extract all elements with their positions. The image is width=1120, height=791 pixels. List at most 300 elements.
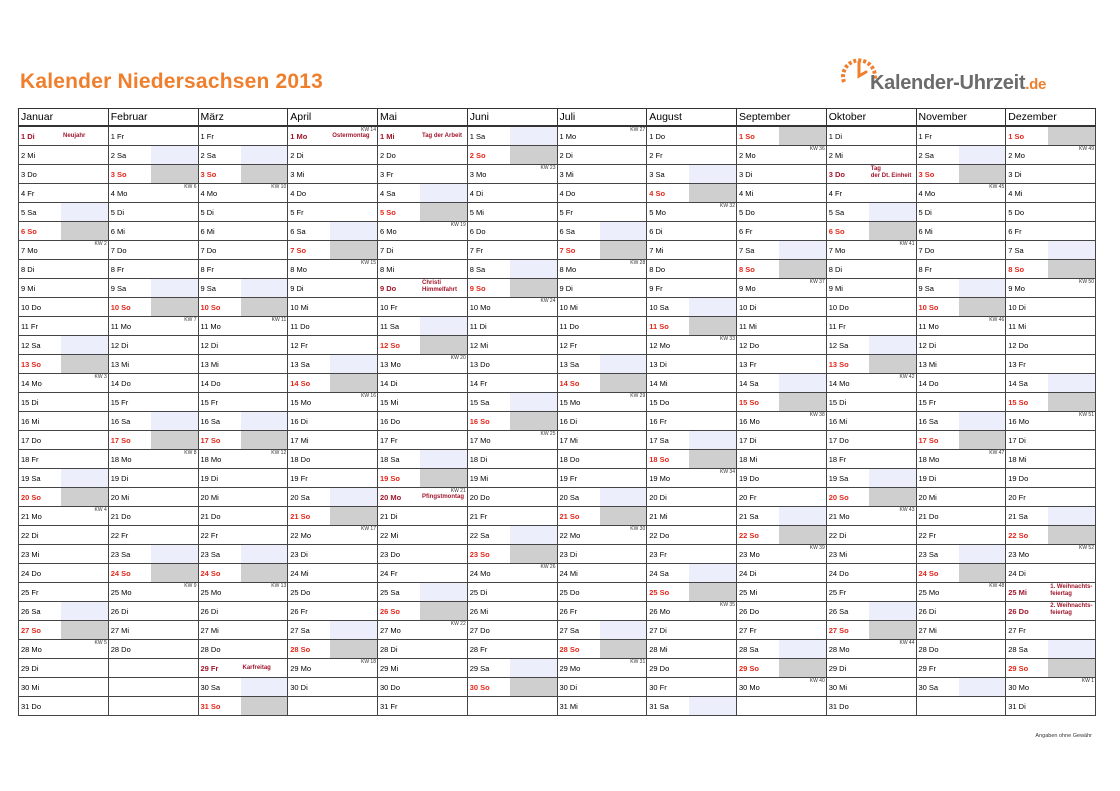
day-cell: [467, 621, 557, 640]
note-area: [510, 545, 557, 563]
note-area: [420, 602, 467, 620]
day-cell: [647, 583, 737, 602]
day-label: 31 Di: [1008, 702, 1026, 711]
day-label: 27 Mi: [110, 626, 130, 635]
day-cell: [826, 678, 916, 697]
day-cell: [19, 393, 109, 412]
week-number: KW 14: [360, 127, 376, 133]
note-area: [869, 431, 916, 449]
note-area: [151, 640, 198, 658]
day-label: 24 Mo: [469, 569, 491, 578]
holiday-name: 1. Weihnachts- feiertag: [1050, 584, 1093, 597]
day-cell: [1006, 526, 1096, 545]
note-area: [959, 526, 1006, 544]
note-area: [779, 146, 826, 164]
note-area: [600, 678, 647, 696]
note-area: [779, 241, 826, 259]
day-label: 10 So: [918, 303, 939, 312]
week-number: KW 48: [989, 583, 1005, 589]
day-cell: [647, 545, 737, 564]
note-area: [510, 127, 557, 145]
day-cell: [647, 488, 737, 507]
day-cell: [198, 469, 288, 488]
note-area: [61, 184, 108, 202]
day-row: [19, 450, 1096, 469]
note-area: [420, 203, 467, 221]
note-area: [869, 336, 916, 354]
note-area: [420, 355, 467, 373]
note-area: [779, 279, 826, 297]
day-cell: [108, 564, 198, 583]
day-cell: [108, 488, 198, 507]
month-header: März: [198, 109, 288, 127]
note-area: [330, 222, 377, 240]
day-cell: [826, 526, 916, 545]
note-area: [241, 621, 288, 639]
day-label: 27 Mi: [200, 626, 219, 635]
day-label: 19 Di: [918, 474, 937, 483]
note-area: [510, 317, 557, 335]
day-cell: [1006, 165, 1096, 184]
day-label: 6 So: [828, 227, 845, 236]
day-label: 17 So: [110, 436, 131, 445]
week-number: KW 43: [899, 507, 915, 513]
day-label: 11 Do: [559, 322, 579, 331]
day-cell: [19, 203, 109, 222]
note-area: [600, 355, 647, 373]
day-cell: [108, 526, 198, 545]
day-label: 23 Sa: [200, 550, 221, 559]
day-label: 10 Sa: [649, 303, 669, 312]
day-label: 30 Mo: [739, 683, 760, 692]
note-area: [151, 336, 198, 354]
note-area: [61, 127, 108, 145]
day-cell: [1006, 146, 1096, 165]
day-cell: [557, 260, 647, 279]
day-label: 28 Sa: [1008, 645, 1028, 654]
day-cell: [288, 126, 378, 146]
day-cell: [19, 583, 109, 602]
week-number: KW 23: [540, 165, 556, 171]
day-label: 1 Do: [649, 132, 666, 141]
note-area: [869, 412, 916, 430]
note-area: [330, 507, 377, 525]
note-area: [241, 146, 288, 164]
note-area: [779, 412, 826, 430]
day-label: 23 Mo: [739, 550, 760, 559]
holiday-name: Christi Himmelfahrt: [422, 280, 458, 293]
day-label: 31 Mi: [559, 702, 578, 711]
day-cell: [288, 602, 378, 621]
day-label: 6 Fr: [739, 227, 753, 236]
day-label: 30 Mo: [1008, 683, 1030, 692]
day-label: 3 Do: [21, 170, 37, 179]
day-cell: [826, 184, 916, 203]
day-label: 5 Do: [1008, 208, 1025, 217]
week-number: KW 29: [630, 393, 646, 399]
week-number: KW 9: [184, 583, 197, 589]
day-cell: [557, 469, 647, 488]
day-label: 22 So: [1008, 531, 1029, 540]
week-number: KW 38: [809, 412, 825, 418]
note-area: [61, 260, 108, 278]
day-cell: [108, 583, 198, 602]
day-label: 5 Do: [739, 208, 755, 217]
day-cell: [108, 469, 198, 488]
day-cell: [647, 184, 737, 203]
day-label: 28 Di: [380, 645, 398, 654]
day-label: 16 Di: [290, 417, 308, 426]
day-label: 21 Do: [200, 512, 221, 521]
note-area: [600, 374, 647, 392]
day-label: 22 Mi: [380, 531, 399, 540]
day-label: 6 Sa: [559, 227, 575, 236]
note-area: [689, 222, 736, 240]
day-label: 16 Mi: [21, 417, 40, 426]
note-area: [869, 602, 916, 620]
note-area: [600, 545, 647, 563]
day-cell: [826, 146, 916, 165]
day-label: 10 Mi: [559, 303, 578, 312]
note-area: [869, 203, 916, 221]
day-cell: [108, 431, 198, 450]
note-area: [241, 583, 288, 601]
day-cell: [378, 678, 468, 697]
day-cell: [647, 336, 737, 355]
note-area: [241, 336, 288, 354]
day-label: 16 Fr: [649, 417, 667, 426]
day-label: 24 Do: [21, 569, 42, 578]
day-cell: [108, 602, 198, 621]
day-label: 19 Mi: [469, 474, 489, 483]
day-cell: [737, 241, 827, 260]
day-label: 4 Sa: [380, 189, 396, 198]
day-cell: [1006, 336, 1096, 355]
day-row: [19, 374, 1096, 393]
note-area: [959, 545, 1006, 563]
note-area: [600, 146, 647, 164]
week-number: KW 22: [450, 621, 466, 627]
day-label: 9 Sa: [918, 284, 934, 293]
note-area: [1048, 621, 1095, 639]
day-row: [19, 564, 1096, 583]
day-label: 8 Fr: [110, 265, 125, 274]
note-area: [689, 279, 736, 297]
note-area: [600, 488, 647, 506]
day-label: 12 Fr: [559, 341, 578, 350]
note-area: [869, 355, 916, 373]
day-row: [19, 165, 1096, 184]
note-area: [689, 450, 736, 468]
note-area: [510, 374, 557, 392]
day-row: [19, 222, 1096, 241]
day-label: 25 So: [649, 588, 670, 597]
note-area: [330, 640, 377, 658]
note-area: [61, 336, 108, 354]
day-cell: [198, 412, 288, 431]
day-cell: [108, 126, 198, 146]
day-label: 14 Do: [200, 379, 221, 388]
note-area: [959, 450, 1006, 468]
note-area: [869, 488, 916, 506]
day-label: 9 Mi: [21, 284, 36, 293]
day-cell: [198, 450, 288, 469]
day-cell: [557, 659, 647, 678]
day-cell: [557, 602, 647, 621]
day-cell: [826, 659, 916, 678]
note-area: [151, 355, 198, 373]
day-cell: [288, 317, 378, 336]
day-cell: [467, 545, 557, 564]
week-number: KW 21: [450, 488, 466, 494]
day-label: 23 Fr: [649, 550, 667, 559]
note-area: [600, 431, 647, 449]
note-area: [61, 431, 108, 449]
note-area: [151, 279, 198, 297]
day-cell: [378, 355, 468, 374]
day-cell: [737, 488, 827, 507]
day-cell: [378, 260, 468, 279]
day-label: 3 Di: [1008, 170, 1022, 179]
note-area: [600, 507, 647, 525]
month-header: Februar: [108, 109, 198, 127]
day-cell: [19, 241, 109, 260]
note-area: [241, 640, 288, 658]
day-cell: [737, 659, 827, 678]
note-area: [779, 621, 826, 639]
day-cell: [108, 450, 198, 469]
day-row: [19, 184, 1096, 203]
note-area: [241, 697, 288, 715]
note-area: [330, 260, 377, 278]
note-area: [510, 222, 557, 240]
note-area: [61, 222, 108, 240]
note-area: [151, 260, 198, 278]
day-label: 15 Fr: [110, 398, 129, 407]
day-label: 27 Fr: [739, 626, 757, 635]
week-number: KW 18: [360, 659, 376, 665]
day-cell: [19, 355, 109, 374]
day-label: 3 So: [110, 170, 127, 179]
day-label: 7 Mo: [828, 246, 846, 255]
day-cell: [19, 298, 109, 317]
day-label: 1 So: [739, 132, 755, 141]
note-area: [241, 203, 288, 221]
day-label: 6 Mo: [380, 227, 397, 236]
note-area: [420, 659, 467, 677]
day-cell: [647, 564, 737, 583]
day-cell: [288, 469, 378, 488]
note-area: [241, 298, 288, 316]
day-cell: [288, 336, 378, 355]
day-cell: [378, 279, 468, 298]
day-label: 13 Mo: [380, 360, 401, 369]
day-label: 24 Sa: [649, 569, 669, 578]
day-cell: [198, 526, 288, 545]
note-area: [61, 659, 108, 677]
note-area: [869, 507, 916, 525]
day-cell: [1006, 621, 1096, 640]
day-cell: [1006, 431, 1096, 450]
day-cell: [647, 203, 737, 222]
day-cell: [198, 507, 288, 526]
day-cell: [647, 621, 737, 640]
day-label: 31 Do: [828, 702, 849, 711]
note-area: [869, 678, 916, 696]
note-area: [959, 222, 1006, 240]
note-area: [1048, 146, 1095, 164]
day-label: 11 Mi: [739, 322, 757, 331]
note-area: [779, 640, 826, 658]
day-cell: [737, 184, 827, 203]
day-label: 3 So: [918, 170, 935, 179]
day-label: 22 Mo: [290, 531, 312, 540]
note-area: [1048, 602, 1095, 620]
day-label: 27 Do: [469, 626, 490, 635]
day-row: [19, 678, 1096, 697]
note-area: [689, 127, 736, 145]
note-area: [510, 526, 557, 544]
note-area: [420, 146, 467, 164]
week-number: KW 8: [184, 450, 197, 456]
day-cell: [19, 450, 109, 469]
day-cell: [198, 640, 288, 659]
day-cell: [916, 260, 1006, 279]
note-area: [241, 545, 288, 563]
week-number: KW 27: [630, 127, 646, 133]
day-label: 10 So: [200, 303, 221, 312]
day-label: 23 Do: [380, 550, 401, 559]
day-label: 21 Di: [380, 512, 398, 521]
day-label: 17 So: [200, 436, 221, 445]
note-area: [1048, 678, 1095, 696]
day-cell: [108, 241, 198, 260]
day-label: 1 Sa: [469, 132, 486, 141]
day-cell: [826, 640, 916, 659]
note-area: [689, 203, 736, 221]
day-label: 14 Do: [110, 379, 131, 388]
day-label: 1 Fr: [110, 132, 125, 141]
day-cell: [108, 279, 198, 298]
note-area: [600, 165, 647, 183]
day-cell: [647, 146, 737, 165]
note-area: [689, 260, 736, 278]
day-cell: [916, 602, 1006, 621]
holiday-name: Ostermontag: [332, 133, 370, 139]
day-label: 29 So: [739, 664, 760, 673]
note-area: [241, 355, 288, 373]
note-area: [510, 412, 557, 430]
day-label: 20 Mi: [110, 493, 130, 502]
day-cell: [826, 488, 916, 507]
day-cell: [19, 317, 109, 336]
note-area: [600, 127, 647, 145]
day-cell: [19, 507, 109, 526]
note-area: [61, 697, 108, 715]
note-area: [869, 127, 916, 145]
day-cell: [916, 184, 1006, 203]
day-label: 27 Fr: [1008, 626, 1026, 635]
day-cell: [288, 165, 378, 184]
day-label: 28 Fr: [469, 645, 488, 654]
day-label: 8 Fr: [200, 265, 214, 274]
day-cell: [1006, 678, 1096, 697]
note-area: [510, 260, 557, 278]
day-label: 28 So: [290, 645, 311, 654]
note-area: [1048, 393, 1095, 411]
note-area: [330, 203, 377, 221]
day-cell: [378, 450, 468, 469]
note-area: [510, 450, 557, 468]
day-label: 28 Mo: [828, 645, 850, 654]
day-cell: [916, 431, 1006, 450]
note-area: [600, 659, 647, 677]
day-cell: [198, 431, 288, 450]
day-label: 9 Mo: [739, 284, 756, 293]
note-area: [959, 241, 1006, 259]
day-label: 29 Di: [828, 664, 847, 673]
note-area: [1048, 165, 1095, 183]
day-cell: [19, 469, 109, 488]
note-area: [869, 526, 916, 544]
week-number: KW 19: [450, 222, 466, 228]
month-header-row: [19, 109, 1096, 127]
day-cell: [1006, 583, 1096, 602]
day-cell: [916, 583, 1006, 602]
day-label: 13 Di: [649, 360, 667, 369]
week-number: KW 6: [184, 184, 197, 190]
week-number: KW 17: [360, 526, 376, 532]
note-area: [510, 431, 557, 449]
day-label: 31 Fr: [380, 702, 398, 711]
note-area: [689, 184, 736, 202]
day-cell: [1006, 279, 1096, 298]
note-area: [241, 184, 288, 202]
week-number: KW 24: [540, 298, 556, 304]
week-number: KW 45: [989, 184, 1005, 190]
day-cell: [467, 317, 557, 336]
day-label: 20 So: [828, 493, 849, 502]
day-label: 25 Sa: [380, 588, 400, 597]
day-cell: [557, 526, 647, 545]
day-label: 8 Di: [828, 265, 843, 274]
day-cell: [198, 659, 288, 678]
day-label: 23 Mi: [828, 550, 848, 559]
day-label: 29 Mo: [290, 664, 312, 673]
note-area: [241, 602, 288, 620]
note-area: [779, 260, 826, 278]
day-label: 26 Di: [918, 607, 937, 616]
note-area: [689, 298, 736, 316]
note-area: [689, 640, 736, 658]
day-cell: [288, 355, 378, 374]
note-area: [330, 355, 377, 373]
day-label: 21 Do: [110, 512, 131, 521]
note-area: [151, 412, 198, 430]
day-cell: [826, 222, 916, 241]
day-label: 23 Mi: [21, 550, 40, 559]
note-area: [61, 279, 108, 297]
day-cell: [737, 431, 827, 450]
day-label: 2 Fr: [649, 151, 663, 160]
day-cell: [288, 640, 378, 659]
day-label: 16 Mo: [739, 417, 760, 426]
day-cell: [1006, 545, 1096, 564]
day-label: 14 Fr: [469, 379, 488, 388]
note-area: [241, 222, 288, 240]
day-cell: [19, 640, 109, 659]
note-area: [959, 165, 1006, 183]
